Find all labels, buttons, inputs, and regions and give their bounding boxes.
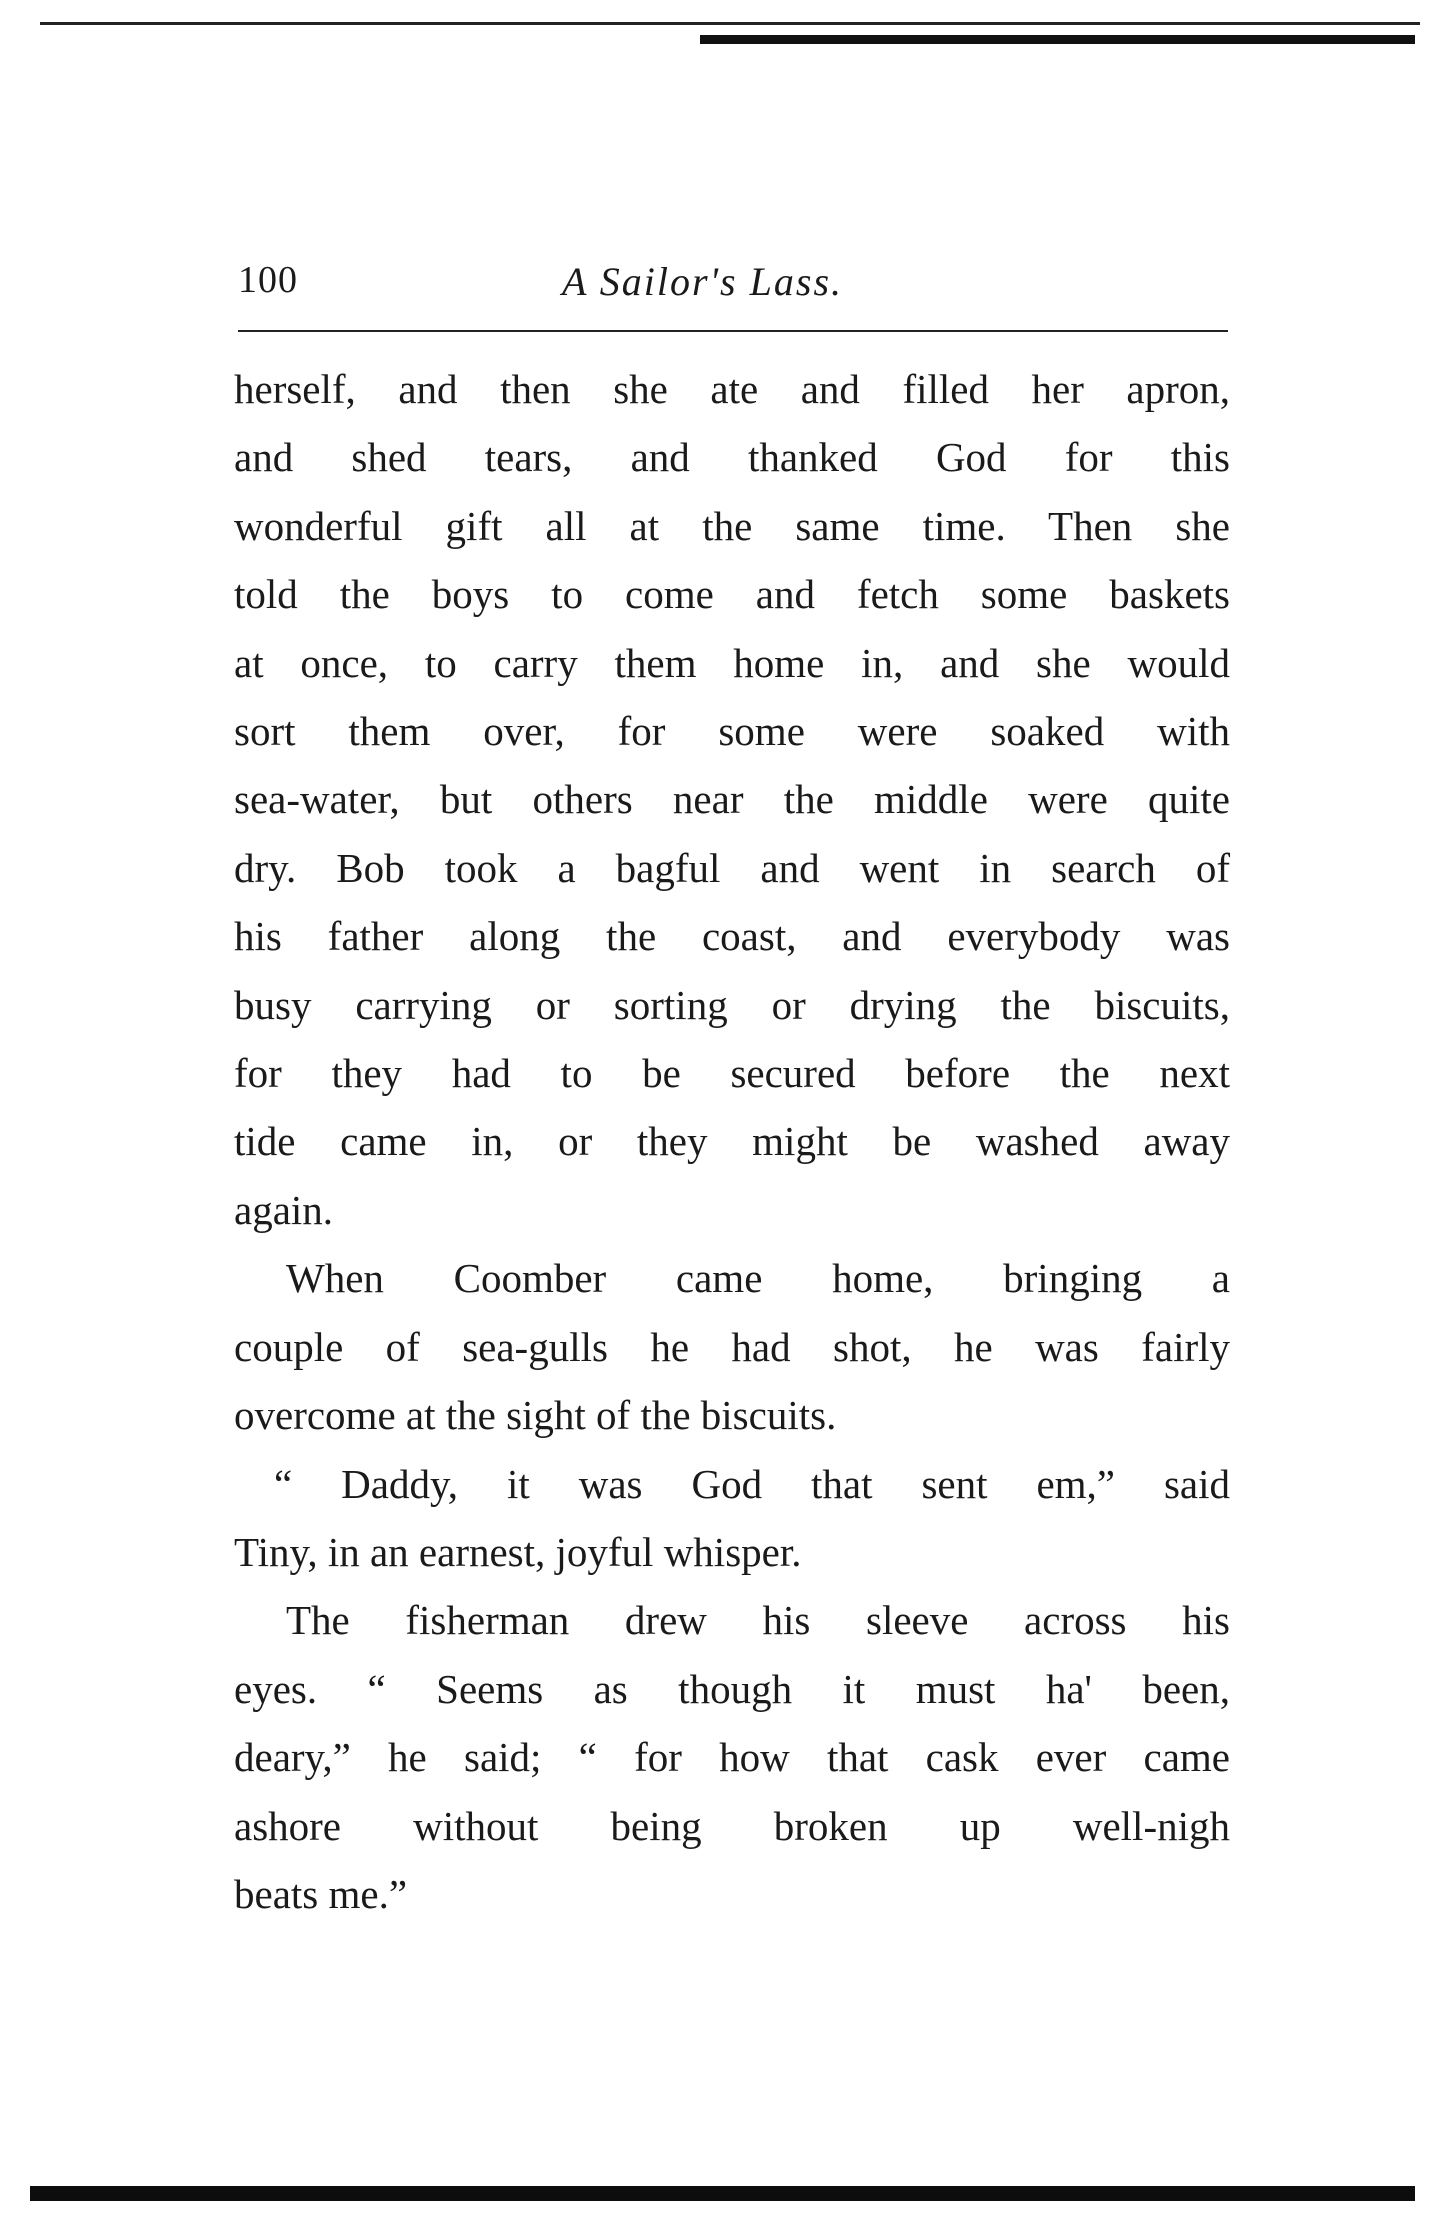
text-line: Tiny, in an earnest, joyful whisper.: [234, 1528, 802, 1575]
text-line: When Coomber came home, bringing a: [286, 1255, 1230, 1302]
text-line: busy carrying or sorting or drying the biscuits,: [234, 981, 1230, 1028]
text-line: dry. Bob took a bagful and went in search of: [234, 844, 1230, 891]
text-line: sea-water, but others near the middle were quite: [234, 776, 1230, 823]
text-line: ashore without being broken up well-nigh: [234, 1802, 1230, 1849]
text-line: eyes. “ Seems as though it must ha' been,: [234, 1665, 1230, 1712]
text-line: told the boys to come and fetch some baskets: [234, 571, 1230, 618]
text-line: again.: [234, 1186, 334, 1233]
text-line: wonderful gift all at the same time. Then she: [234, 502, 1230, 549]
text-line: for they had to be secured before the next: [234, 1050, 1230, 1097]
text-line: deary,” he said; “ for how that cask ever came: [234, 1734, 1230, 1781]
running-title: A Sailor's Lass.: [562, 259, 844, 304]
page-number: 100: [238, 259, 298, 301]
header-rule: [238, 330, 1228, 332]
text-line: sort them over, for some were soaked with: [234, 708, 1230, 755]
scan-edge-top-bar: [700, 35, 1415, 44]
text-line: at once, to carry them home in, and she would: [234, 639, 1230, 686]
page-header: [238, 258, 1228, 308]
text-line: herself, and then she ate and filled her apron,: [234, 366, 1230, 412]
text-line: The fisherman drew his sleeve across his: [286, 1597, 1230, 1644]
text-line: overcome at the sight of the biscuits.: [234, 1392, 837, 1439]
text-line: beats me.”: [234, 1870, 408, 1917]
text-line: tide came in, or they might be washed away: [234, 1118, 1230, 1165]
scan-edge-bottom-bar: [30, 2186, 1415, 2201]
scan-edge-top: [40, 22, 1420, 25]
text-line: couple of sea-gulls he had shot, he was fairly: [234, 1323, 1230, 1370]
body-text: [234, 355, 1230, 1928]
text-line: “ Daddy, it was God that sent em,” said: [274, 1460, 1230, 1507]
text-line: his father along the coast, and everybody was: [234, 913, 1230, 960]
text-line: and shed tears, and thanked God for this: [234, 434, 1230, 481]
